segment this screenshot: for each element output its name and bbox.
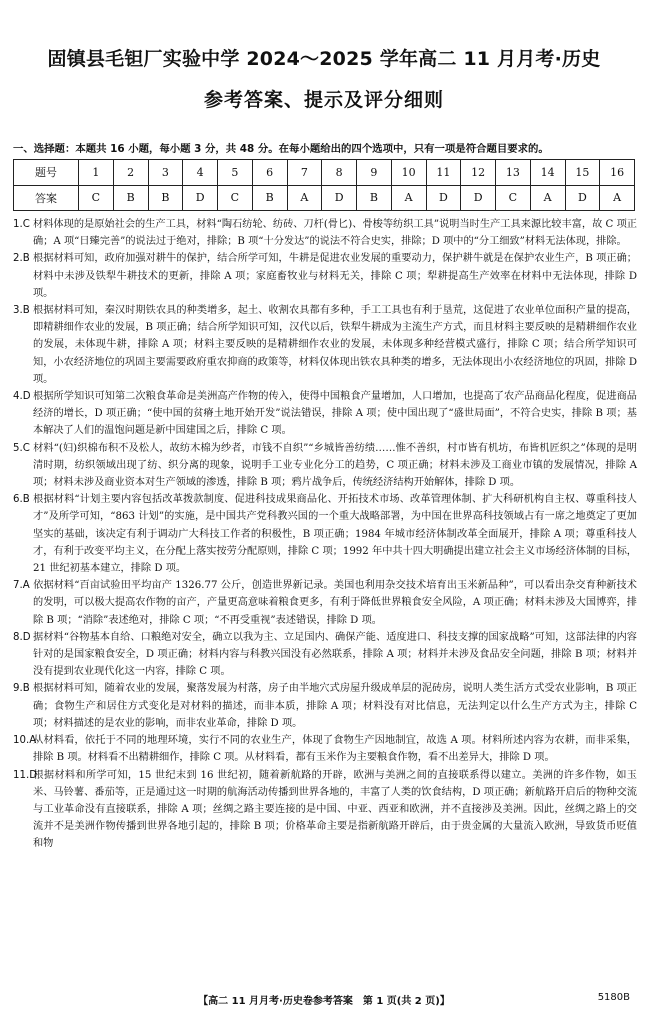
- list-item: [13, 732, 637, 766]
- item-number: 9.B: [13, 683, 30, 695]
- list-item: [13, 440, 637, 492]
- question-number-cell: 15: [565, 160, 600, 186]
- question-number-cell: 6: [252, 160, 287, 186]
- item-text: 根据材料可知，秦汉时期铁农具的种类增多，起土、收割农具都有多种，手工工具也有利于垦荒，这促进了农业单位面积产量的提高，即精耕细作农业的发展，B 项正确；结合所学知识可知，汉代以后，铁犁牛耕成为主流生产方式，而且材料主要反映的是精耕细作农业的发展，未体现牛耕，排除 A 项；材料主要反映的是精耕细作农业的发展，未体现多种经营模式盛行，排除 C 项；结合所学知识可知，小农经济地位的巩固主要需要政府重农抑商的政策等，材料仅体现出铁农具种类的增多，无法体现出小农经济地位的巩固，排除 D 项。: [33, 305, 637, 385]
- answer-cell: B: [357, 185, 392, 211]
- item-number: 10.A: [13, 735, 37, 747]
- answer-cell: C: [218, 185, 253, 211]
- list-item: [13, 577, 637, 629]
- page-subtitle: 参考答案、提示及评分细则: [203, 89, 444, 111]
- answer-cell: B: [113, 185, 148, 211]
- answer-cell: A: [287, 185, 322, 211]
- list-item: [13, 388, 637, 440]
- answer-cell: D: [565, 185, 600, 211]
- section-heading: 一、选择题：本题共 16 小题，每小题 3 分，共 48 分。在每小题给出的四个选项中，只有一项是符合题目要求的。: [13, 143, 549, 155]
- item-number: 11.D: [13, 769, 38, 781]
- question-number-cell: 8: [322, 160, 357, 186]
- answer-cell: D: [426, 185, 461, 211]
- list-item: [13, 302, 637, 388]
- question-number-row: [14, 160, 635, 186]
- question-number-cell: 9: [357, 160, 392, 186]
- item-text: 根据材料和所学可知，15 世纪末到 16 世纪初，随着新航路的开辟，欧洲与美洲之间的直接联系得以建立。美洲的许多作物，如玉米、马铃薯、番茄等，正是通过这一时期的航海活动传播到世界各地的，丰富了人类的饮食结构，D 项正确；新航路开启后的物种交流与工业革命没有直接联系，排除 A 项；丝绸之路主要连接的是中国、中亚、西亚和欧洲，并不直接涉及美洲。因此，丝绸之路上的交流并不是美洲作物传播到世界各地引起的，排除 B 项；价格革命主要是指新航路开辟后，由于贵金属的大量流入欧洲，导致货币贬值和物: [33, 769, 637, 850]
- item-number: 2.B: [13, 253, 30, 265]
- item-text: 依据材料“百亩试验田平均亩产 1326.77 公斤，创造世界新记录。美国也利用杂交技术培育出玉米新品种”，可以看出杂交育种新技术的发明，可以极大提高农作物的亩产，产量更高意味着粮食更多，有利于降低世界粮食安全风险，A 项正确；材料未涉及大国博弈，排除 B 项；“消除”表述绝对，排除 C 项；“不再受重视”表述错误，排除 D 项。: [33, 580, 637, 626]
- item-text: 材料体现的是原始社会的生产工具，材料“陶石纺轮、纺砖、刀杆(骨匕)、骨梭等纺织工具”说明当时生产工具来源比较丰富，故 C 项正确；A 项“日臻完善”的说法过于绝对，排除；B 项“十分发达”的说法不符合史实，排除；D 项中的“分工细致”材料无法体现，排除。: [33, 219, 637, 248]
- question-number-cell: 5: [218, 160, 253, 186]
- question-number-cell: 4: [183, 160, 218, 186]
- answer-cell: B: [148, 185, 183, 211]
- list-item: [13, 629, 637, 681]
- answer-cell: A: [391, 185, 426, 211]
- question-number-cell: 12: [461, 160, 496, 186]
- item-number: 3.B: [13, 305, 30, 317]
- question-number-cell: 10: [391, 160, 426, 186]
- paper-code: 5180B: [597, 992, 630, 1003]
- answer-row: [14, 185, 635, 211]
- list-item: [13, 491, 637, 577]
- item-number: 4.D: [13, 391, 31, 403]
- list-item: [13, 680, 637, 732]
- item-text: 据材料“谷物基本自给、口粮绝对安全，确立以我为主、立足国内、确保产能、适度进口、科技支撑的国家战略”可知，这部法律的内容针对的是国家粮食安全，D 项正确；材料内容与科教兴国没有必然联系，排除 A 项；材料并未涉及食品安全问题，排除 B 项；材料并没有提到农业现代化这一内容，排除 C 项。: [33, 631, 637, 678]
- answer-cell: D: [461, 185, 496, 211]
- question-number-cell: 7: [287, 160, 322, 186]
- item-number: 6.B: [13, 494, 30, 506]
- answer-cell: B: [252, 185, 287, 211]
- answer-cell: C: [496, 185, 531, 211]
- answer-cell: A: [530, 185, 565, 211]
- item-number: 5.C: [13, 442, 30, 454]
- item-number: 8.D: [13, 631, 31, 643]
- item-number: 7.A: [13, 580, 30, 592]
- list-item: [13, 216, 637, 250]
- question-number-cell: 2: [113, 160, 148, 186]
- page-title: 固镇县毛钽厂实验中学 2024～2025 学年高二 11 月月考·历史: [47, 48, 601, 70]
- list-item: [13, 767, 637, 853]
- page-footer: 【高二 11 月月考·历史卷参考答案 第 1 页(共 2 页)】: [198, 996, 450, 1007]
- item-number: 1.C: [13, 219, 30, 230]
- question-number-cell: 16: [600, 160, 635, 186]
- question-number-cell: 14: [530, 160, 565, 186]
- explanation-list: [13, 216, 637, 853]
- list-item: [13, 250, 637, 302]
- answer-cell: D: [322, 185, 357, 211]
- answer-cell: D: [183, 185, 218, 211]
- question-number-cell: 11: [426, 160, 461, 186]
- answer-label: 答案: [14, 185, 79, 211]
- question-number-cell: 3: [148, 160, 183, 186]
- answer-table: [13, 159, 635, 211]
- item-text: 材料“(妇)织棉布积不及松人，故纺木棉为纱者，市钱不自织”“乡城皆善纺绩……惟不善织，村市皆有机坊，布皆机匠织之”体现的是明清时期，纺织领域出现了纺、织分离的现象，说明手工业专业化分工的趋势，C 项正确；材料未涉及工商业市镇的发展情况，排除 A 项；材料未涉及商业资本对生产领域的渗透，排除 B 项；鸦片战争后，传统经济结构开始解体，排除 D 项。: [33, 442, 637, 489]
- answer-cell: A: [600, 185, 635, 211]
- question-number-cell: 13: [496, 160, 531, 186]
- question-number-label: 题号: [14, 160, 79, 186]
- answer-cell: C: [79, 185, 114, 211]
- item-text: 根据所学知识可知第二次粮食革命是美洲高产作物的传入，使得中国粮食产量增加，人口增加，也提高了农产品商品化程度，促进商品经济的增长，D 项正确；“使中国的贫瘠土地开始开发”说法错误，排除 A 项；使中国出现了“盛世局面”，不符合史实，排除 B 项；基本解决了人们的温饱问题是新中国建国之后，排除 C 项。: [33, 391, 637, 437]
- question-number-cell: 1: [79, 160, 114, 186]
- item-text: 根据材料“计划主要内容包括改革拨款制度、促进科技成果商品化、开拓技术市场、改革管理体制、扩大科研机构自主权、尊重科技人才”及所学可知，“863 计划”的实施，是中国共产党科教兴国的一个重大战略部署，为中国在世界高科技领域占有一席之地奠定了更加坚实的基础，该决定有利于调动广大科技工作者的积极性，B 项正确；1984 年城市经济体制改革全面展开，排除 A 项；尊重科技人才，有利于改变平均主义，在分配上落实按劳分配原则，排除 C 项；1992 年中共十四大明确提出建立社会主义市场经济体制的目标，21 世纪初基本建立，排除 D 项。: [33, 494, 637, 575]
- item-text: 从材料看，依托于不同的地理环境，实行不同的农业生产，体现了食物生产因地制宜，故选 A 项。材料所述内容为农耕，而非采集，排除 B 项。材料看不出精耕细作，排除 C 项。从材料看，都有玉米作为主要粮食作物，看不出差异大，排除 D 项。: [33, 735, 637, 764]
- item-text: 根据材料可知，政府加强对耕牛的保护，结合所学可知，牛耕是促进农业发展的重要动力，保护耕牛就是在保护农业生产，B 项正确；材料中未涉及铁犁牛耕技术的更新，排除 A 项；家庭畜牧业与材料无关，排除 C 项；犁耕提高生产效率在材料中无法体现，排除 D 项。: [33, 253, 637, 299]
- item-text: 根据材料可知，随着农业的发展，聚落发展为村落，房子由半地穴式房屋升级成单层的泥砖房，说明人类生活方式受农业影响，B 项正确；食物生产和居住方式变化是对材料的描述，而非本质，排除 A 项；材料没有对比信息，无法判定以什么生产方式为主，排除 C 项；材料描述的是农业的影响，而非农业革命，排除 D 项。: [33, 683, 637, 729]
